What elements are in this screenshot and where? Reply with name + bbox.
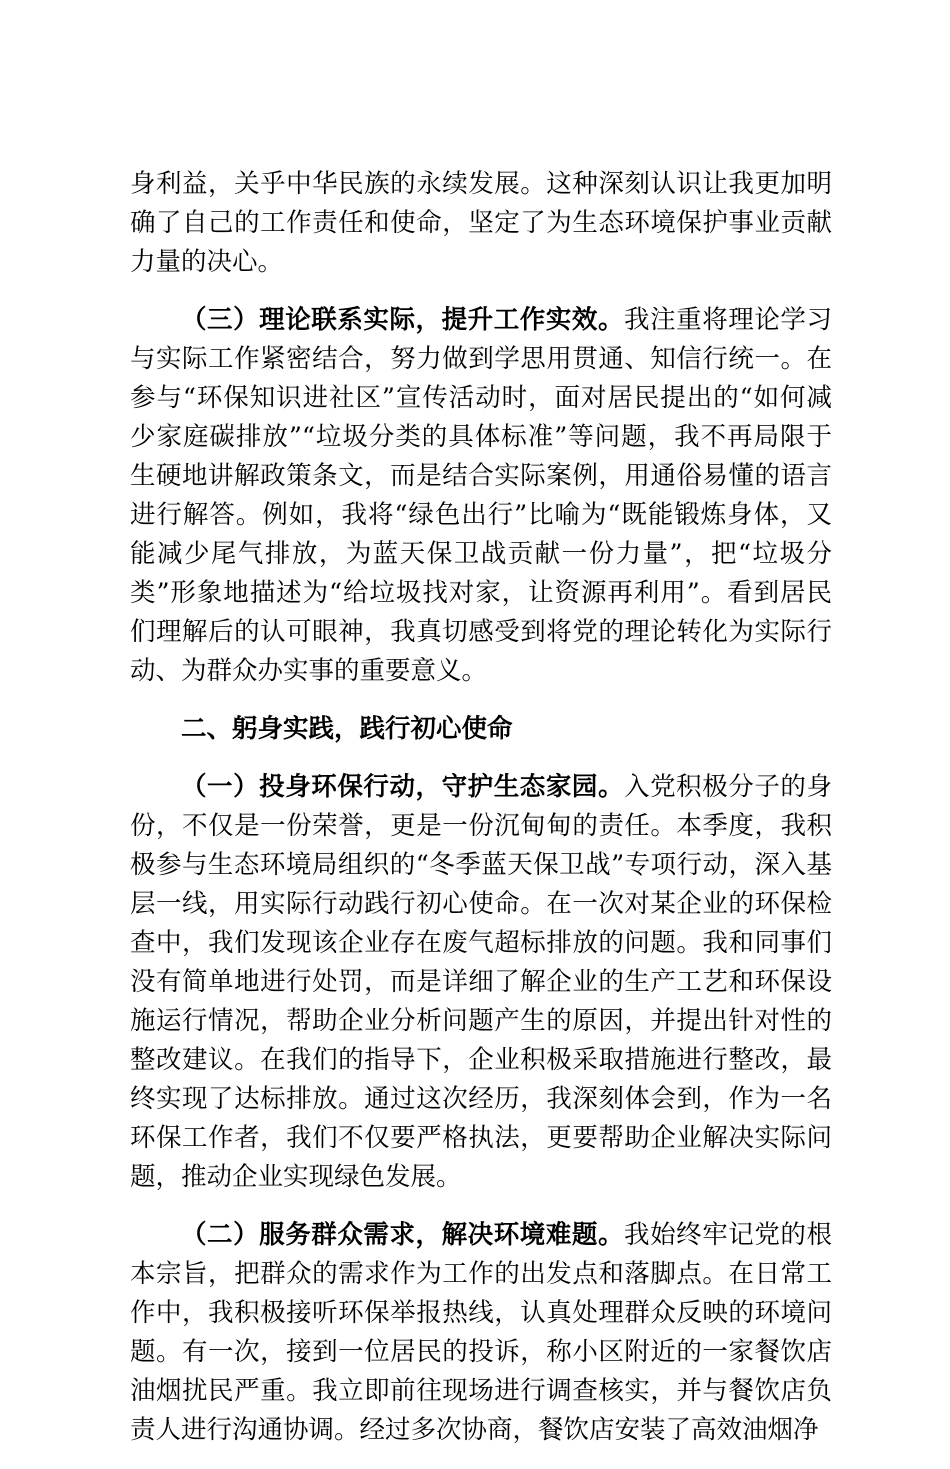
paragraph-text: 入党积极分子的身份，不仅是一份荣誉，更是一份沉甸甸的责任。本季度，我积极参与生态环境局组织的“冬季蓝天保卫战”专项行动，深入基层一线，用实际行动践行初心使命。在一次对某企业的环保检查中，我们发现该企业存在废气超标排放的问题。我和同事们没有简单地进行处罚，而是详细了解企业的生产工艺和环保设施运行情况，帮助企业分析问题产生的原因，并提出针对性的整改建议。在我们的指导下，企业积极采取措施进行整改，最终实现了达标排放。通过这次经历，我深刻体会到，作为一名环保工作者，我们不仅要严格执法，更要帮助企业解决实际问题，推动企业实现绿色发展。 [130,772,832,1192]
paragraph-lead: （二）服务群众需求，解决环境难题。 [181,1220,625,1250]
document-page [130,165,832,1469]
paragraph-environmental-action [130,768,832,1197]
section-heading: 二、躬身实践，践行初心使命 [181,714,513,744]
paragraph-continuation [130,165,832,282]
paragraph-text: 我始终牢记党的根本宗旨，把群众的需求作为工作的出发点和落脚点。在日常工作中，我积极接听环保举报热线，认真处理群众反映的环境问题。有一次，接到一位居民的投诉，称小区附近的一家餐饮店油烟扰民严重。我立即前往现场进行调查核实，并与餐饮店负责人进行沟通协调。经过多次协商，餐饮店安装了高效油烟净 [130,1220,832,1445]
paragraph-text: 我注重将理论学习与实际工作紧密结合，努力做到学思用贯通、知信行统一。在参与“环保知识进社区”宣传活动时，面对居民提出的“如何减少家庭碳排放”“垃圾分类的具体标准”等问题，我不再局限于生硬地讲解政策条文，而是结合实际案例，用通俗易懂的语言进行解答。例如，我将“绿色出行”比喻为“既能锻炼身体，又能减少尾气排放，为蓝天保卫战贡献一份力量”，把“垃圾分类”形象地描述为“给垃圾找对家，让资源再利用”。看到居民们理解后的认可眼神，我真切感受到将党的理论转化为实际行动、为群众办实事的重要意义。 [130,305,832,686]
paragraph-text: 身利益，关乎中华民族的永续发展。这种深刻认识让我更加明确了自己的工作责任和使命，坚定了为生态环境保护事业贡献力量的决心。 [130,169,832,277]
paragraph-serve-public [130,1216,832,1450]
paragraph-lead: （三）理论联系实际，提升工作实效。 [181,305,625,335]
paragraph-lead: （一）投身环保行动，守护生态家园。 [181,772,625,802]
paragraph-theory-practice [130,301,832,691]
